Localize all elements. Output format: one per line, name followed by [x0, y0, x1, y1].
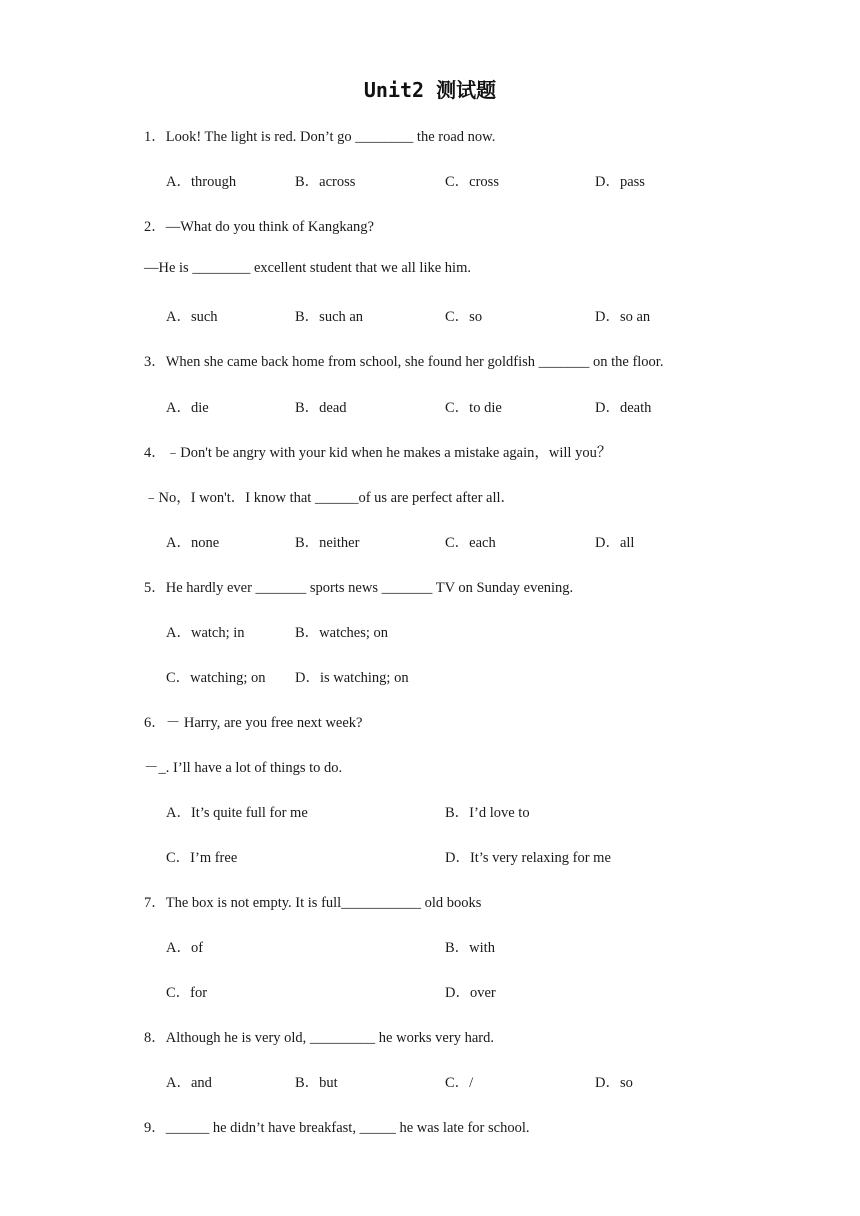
question-2-stem-reply: —He is ________ excellent student that we all like him. [144, 260, 471, 276]
question-6-option-c: C．I’m free [166, 850, 238, 866]
question-3-option-c: C．to die [445, 400, 502, 416]
question-3-option-b: B．dead [295, 400, 347, 416]
question-1-option-c: C．cross [445, 174, 499, 190]
question-4-option-b: B．neither [295, 535, 360, 551]
question-4-option-a: A．none [166, 535, 220, 551]
question-2-option-d: D．so an [595, 309, 651, 325]
question-4-stem-reply: ﹣No，I won't．I know that ______of us are perfect after all． [144, 490, 516, 506]
question-2-stem: 2．—What do you think of Kangkang? [144, 219, 374, 235]
question-3-option-d: D．death [595, 400, 652, 416]
question-4-option-c: C．each [445, 535, 496, 551]
question-9-stem: 9．______ he didn’t have breakfast, _____ he was late for school. [144, 1120, 530, 1136]
question-7-option-a: A．of [166, 940, 204, 956]
question-1-option-a: A．through [166, 174, 237, 190]
question-6-stem-reply: －_. I’ll have a lot of things to do. [144, 760, 343, 776]
question-8-option-c: C．/ [445, 1075, 474, 1091]
question-2-option-c: C．so [445, 309, 483, 325]
question-7-option-d: D．over [445, 985, 496, 1001]
question-5-option-a: A．watch; in [166, 625, 245, 641]
question-6-option-a: A．It’s quite full for me [166, 805, 308, 821]
question-4-stem: 4．﹣Don't be angry with your kid when he makes a mistake again，will you？ [144, 445, 612, 461]
question-8-option-d: D．so [595, 1075, 633, 1091]
question-1-stem: 1．Look! The light is red. Don’t go ________ the road now. [144, 129, 496, 145]
question-3-option-a: A．die [166, 400, 209, 416]
question-8-option-b: B．but [295, 1075, 338, 1091]
question-7-stem: 7．The box is not empty. It is full___________ old books [144, 895, 482, 911]
question-5-option-b: B．watches; on [295, 625, 389, 641]
question-8-option-a: A．and [166, 1075, 212, 1091]
question-7-option-c: C．for [166, 985, 208, 1001]
question-6-option-d: D．It’s very relaxing for me [445, 850, 611, 866]
question-1-option-d: D．pass [595, 174, 645, 190]
question-6-stem: 6．－ Harry, are you free next week? [144, 715, 363, 731]
question-1-option-b: B．across [295, 174, 356, 190]
question-6-option-b: B．I’d love to [445, 805, 530, 821]
question-5-option-d: D．is watching; on [295, 670, 409, 686]
question-5-stem: 5．He hardly ever _______ sports news _______ TV on Sunday evening. [144, 580, 574, 596]
question-5-option-c: C．watching; on [166, 670, 266, 686]
question-8-stem: 8．Although he is very old, _________ he works very hard. [144, 1030, 494, 1046]
question-2-option-a: A．such [166, 309, 218, 325]
question-3-stem: 3．When she came back home from school, she found her goldfish _______ on the floor. [144, 354, 664, 370]
question-4-option-d: D．all [595, 535, 635, 551]
question-2-option-b: B．such an [295, 309, 364, 325]
page-title: Unit2 测试题 [363, 78, 497, 102]
question-7-option-b: B．with [445, 940, 495, 956]
